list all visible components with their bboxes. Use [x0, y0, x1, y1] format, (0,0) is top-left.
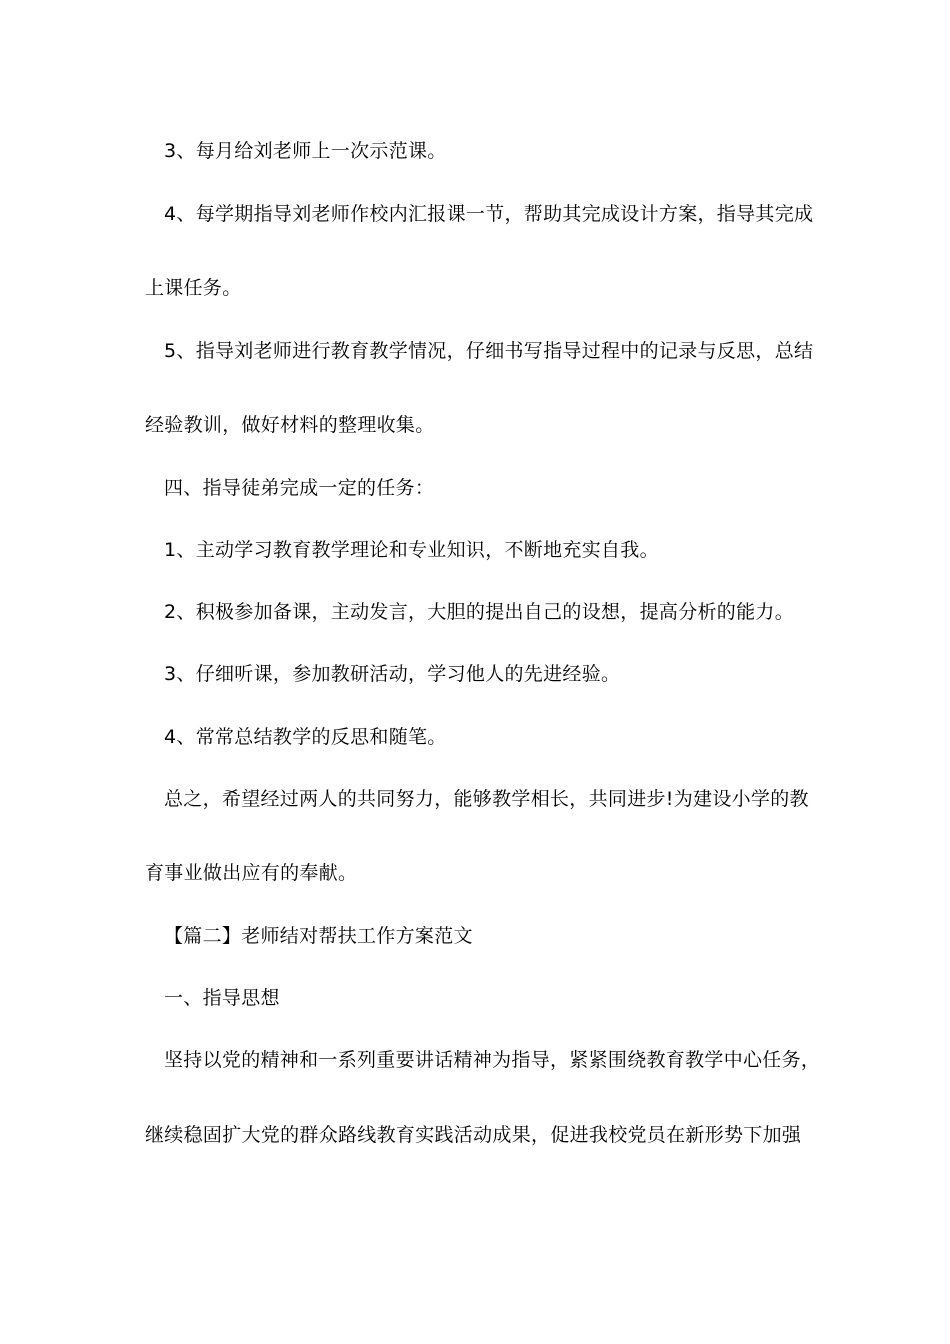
paragraph-line: 坚持以党的精神和一系列重要讲话精神为指导，紧紧围绕教育教学中心任务，: [164, 1049, 821, 1071]
paragraph-line: 育事业做出应有的奉献。: [145, 862, 358, 884]
paragraph-line: 4、每学期指导刘老师作校内汇报课一节，帮助其完成设计方案，指导其完成: [164, 203, 814, 225]
list-item: 1、主动学习教育教学理论和专业知识，不断地充实自我。: [164, 539, 659, 561]
list-item: 4、常常总结教学的反思和随笔。: [164, 726, 447, 748]
paragraph-line: 上课任务。: [145, 277, 242, 299]
paragraph-line: 经验教训，做好材料的整理收集。: [145, 414, 435, 436]
section-heading: 四、指导徒弟完成一定的任务：: [164, 477, 435, 499]
list-item: 2、积极参加备课，主动发言，大胆的提出自己的设想，提高分析的能力。: [164, 601, 794, 623]
article-title: 【篇二】老师结对帮扶工作方案范文: [164, 925, 473, 947]
section-heading: 一、指导思想: [164, 987, 280, 1009]
paragraph-line: 5、指导刘老师进行教育教学情况，仔细书写指导过程中的记录与反思，总结: [164, 340, 814, 362]
paragraph-line: 总之，希望经过两人的共同努力，能够教学相长，共同进步!为建设小学的教: [164, 788, 809, 810]
paragraph-line: 3、每月给刘老师上一次示范课。: [164, 140, 447, 162]
list-item: 3、仔细听课，参加教研活动，学习他人的先进经验。: [164, 663, 621, 685]
paragraph-line: 继续稳固扩大党的群众路线教育实践活动成果，促进我校党员在新形势下加强: [145, 1124, 802, 1146]
